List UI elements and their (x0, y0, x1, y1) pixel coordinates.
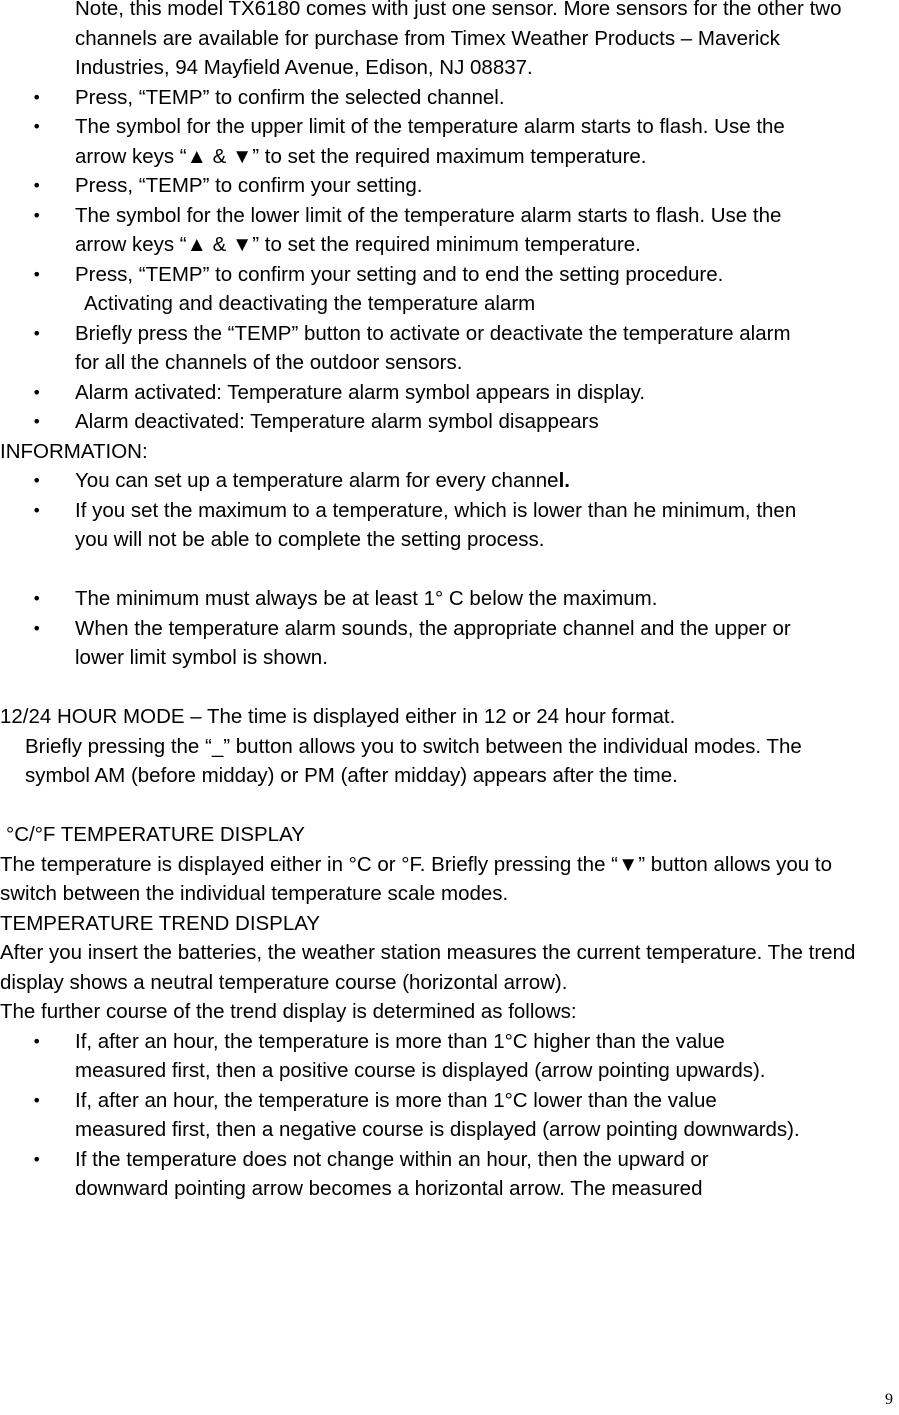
list-item: • When the temperature alarm sounds, the appropriate channel and the upper or lower limit symbol is shown. (0, 614, 795, 673)
trend-paragraph: After you insert the batteries, the weather station measures the current temperature. The trend display shows a neutral temperature course (horizontal arrow). (0, 941, 856, 994)
list-item: • If the temperature does not change within an hour, then the upward or downward pointing arrow becomes a horizontal arrow. The measured (0, 1145, 805, 1204)
subheading-activating: Activating and deactivating the temperature alarm (84, 292, 536, 315)
spacer (0, 673, 899, 703)
list-item: • Press, “TEMP” to confirm your setting. (0, 171, 899, 201)
list-item: • The symbol for the lower limit of the temperature alarm starts to flash. Use the arrow keys “▲ & ▼” to set the required minimum temperature. (0, 201, 825, 260)
list-item: • If you set the maximum to a temperature, which is lower than he minimum, then you will not be able to complete the setting process. (0, 496, 825, 555)
cf-paragraph: The temperature is displayed either in °C or °F. Briefly pressing the “▼” button allows you to switch between the individual temperature scale modes. (0, 852, 833, 905)
list-item: • Press, “TEMP” to confirm the selected channel. (0, 83, 899, 113)
list-item-text: You can set up a temperature alarm for every channe (75, 469, 559, 492)
list-item: • If, after an hour, the temperature is more than 1°C higher than the value measured first, then a positive course is displayed (arrow pointing upwards). (0, 1027, 805, 1086)
list-item: • Alarm activated: Temperature alarm symbol appears in display. (0, 378, 899, 408)
spacer (0, 791, 899, 821)
information-heading: INFORMATION: (0, 439, 148, 463)
list-item: • Alarm deactivated: Temperature alarm symbol disappears (0, 407, 899, 437)
spacer (0, 555, 899, 585)
cf-heading: °C/°F TEMPERATURE DISPLAY (6, 823, 305, 846)
hour-mode-heading: 12/24 HOUR MODE – The time is displayed either in 12 or 24 hour format. (0, 705, 676, 728)
list-item (0, 466, 899, 496)
list-item: • The symbol for the upper limit of the temperature alarm starts to flash. Use the arrow keys “▲ & ▼” to set the required maximum temperature. (0, 112, 825, 171)
trend-heading: TEMPERATURE TREND DISPLAY (0, 911, 321, 935)
list-item-text-bold: l. (558, 469, 570, 492)
hour-mode-paragraph: Briefly pressing the “_” button allows you to switch between the individual modes. The symbol AM (before midday) or PM (after midday) appears after the time. (25, 734, 802, 787)
list-item: • If, after an hour, the temperature is more than 1°C lower than the value measured first, then a negative course is displayed (arrow pointing downwards). (0, 1086, 805, 1145)
note-paragraph: Note, this model TX6180 comes with just one sensor. More sensors for the other two channels are available for purchase from Timex Weather Products – Maverick Industries, 94 Mayfield Avenue, Edison, NJ 08837. (75, 0, 842, 79)
page-number: 9 (885, 1391, 893, 1408)
trend-further-paragraph: The further course of the trend display is determined as follows: (0, 1000, 577, 1023)
list-item: • Briefly press the “TEMP” button to activate or deactivate the temperature alarm for all the channels of the outdoor sensors. (0, 319, 820, 378)
list-item: • The minimum must always be at least 1° C below the maximum. (0, 584, 899, 614)
list-item: • Press, “TEMP” to confirm your setting and to end the setting procedure. (0, 260, 899, 290)
